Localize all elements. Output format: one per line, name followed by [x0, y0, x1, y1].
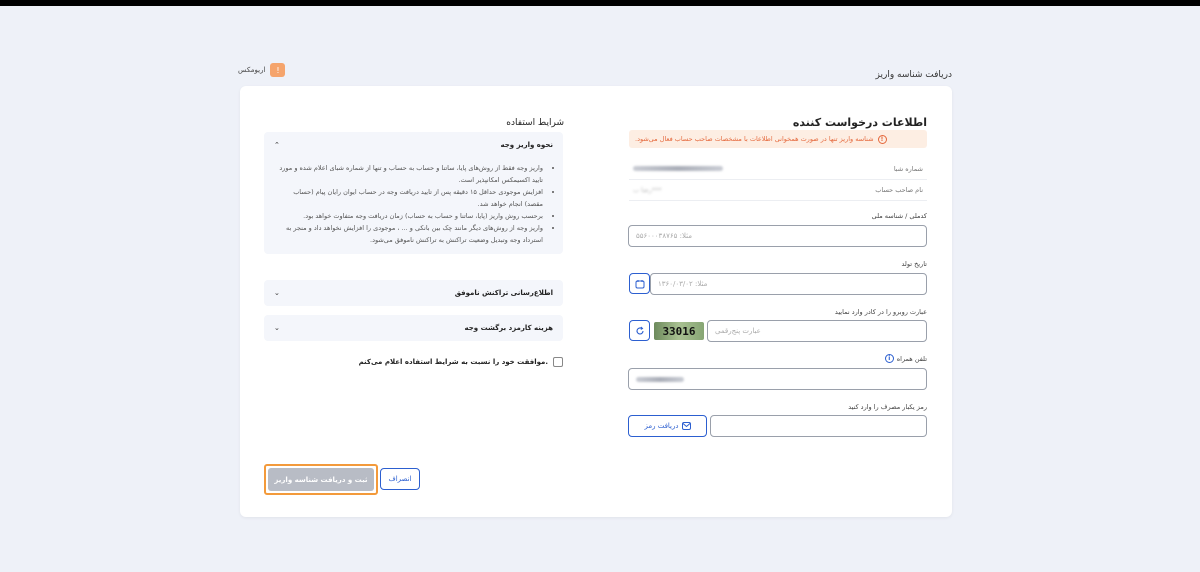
accordion-header[interactable]: [264, 315, 563, 341]
page-title: دریافت شناسه واریز: [875, 70, 952, 80]
phone-label-row: [885, 354, 927, 363]
terms-title: شرایط استفاده: [506, 118, 564, 128]
cancel-button[interactable]: انصراف: [380, 468, 420, 490]
accordion-header[interactable]: [264, 132, 563, 158]
captcha-image: 33016: [654, 322, 704, 340]
phone-input[interactable]: [628, 368, 927, 390]
brand-badge-icon: !: [270, 63, 285, 77]
get-otp-label: دریافت رمز: [644, 422, 679, 430]
info-icon[interactable]: i: [885, 354, 894, 363]
owner-row: [629, 179, 927, 201]
accordion-title: اطلاع‌رسانی تراکنش ناموفق: [454, 289, 553, 297]
warning-text: شناسه واریز تنها در صورت همخوانی اطلاعات با مشخصات صاحب حساب فعال می‌شود.: [635, 135, 874, 143]
list-item: • واریز وجه از روش‌های دیگر مانند چک بین بانکی و ... ، موجودی را افزایش نخواهد داد و منجر به استرداد وجه وتبدیل وضعیت تراکنش به تراکنش ناموفق می‌شود.: [274, 222, 543, 246]
warning-icon: !: [878, 135, 887, 144]
submit-button-focus-ring: [264, 464, 378, 495]
birth-date-label: تاریخ تولد: [901, 260, 927, 268]
sheba-row: [629, 158, 927, 180]
otp-input[interactable]: [710, 415, 927, 437]
agree-checkbox[interactable]: [553, 357, 563, 367]
get-otp-button[interactable]: [628, 415, 707, 437]
accordion-title: نحوه واریز وجه: [500, 141, 553, 149]
agree-row[interactable]: [359, 357, 563, 367]
calendar-button[interactable]: [629, 273, 650, 294]
accordion-failed-transaction[interactable]: [264, 280, 563, 306]
national-id-label: کدملی / شناسه ملی: [871, 212, 927, 220]
otp-label: رمز یکبار مصرف را وارد کنید: [848, 403, 927, 411]
list-item: • واریز وجه فقط از روش‌های پایا، ساتنا و حساب به حساب و تنها از شماره شبای اعلام شده و مورد تایید اکسیمکس امکانپذیر است.: [274, 162, 543, 186]
accordion-title: هزینه کارمزد برگشت وجه: [464, 324, 553, 332]
sheba-value-blurred: [633, 166, 723, 171]
top-black-bar: [0, 0, 1200, 6]
national-id-input[interactable]: [628, 225, 927, 247]
chevron-down-icon: ⌄: [274, 289, 280, 297]
brand-name: اریومکس: [238, 66, 266, 74]
captcha-placeholder: عبارت پنج‌رقمی: [715, 327, 761, 335]
chevron-down-icon: ⌄: [274, 324, 280, 332]
requester-title: اطلاعات درخواست کننده: [792, 116, 927, 129]
accordion-header[interactable]: [264, 280, 563, 306]
owner-label: نام صاحب حساب: [875, 185, 923, 194]
warning-banner: [629, 130, 927, 148]
brand: [238, 63, 285, 77]
phone-label: تلفن همراه: [896, 354, 927, 363]
submit-button[interactable]: ثبت و دریافت شناسه واریز: [268, 468, 374, 491]
captcha-label: عبارت روبرو را در کادر وارد نمایید: [834, 308, 927, 316]
agree-label: موافقت خود را نسبت به شرایط استفاده اعلام می‌کنم.: [358, 358, 548, 366]
birth-date-input[interactable]: [650, 273, 927, 295]
sheba-label: شماره شبا: [893, 164, 923, 173]
chevron-up-icon: ⌃: [274, 141, 280, 149]
accordion-refund-fee[interactable]: [264, 315, 563, 341]
accordion-body: [264, 158, 563, 254]
list-item: • افزایش موجودی حداقل ۱۵ دقیقه پس از تایید دریافت وجه در حساب ایوان رایان پیام (حساب مقصد) انجام خواهد شد.: [274, 186, 543, 210]
calendar-icon: [635, 279, 645, 289]
national-id-placeholder: مثلا: ۵۵۶۰۰۰۳۸۷۶۵: [636, 232, 692, 240]
accordion-deposit-method: [264, 132, 563, 254]
birth-date-placeholder: مثلا: ۱۳۶۰/۰۳/۰۲: [658, 280, 708, 288]
list-item: • برحسب روش واریز (پایا، ساتنا و حساب به حساب) زمان دریافت وجه متفاوت خواهد بود.: [274, 210, 543, 222]
owner-value: رضا ب***: [633, 185, 662, 194]
main-card: [240, 86, 952, 517]
envelope-icon: [682, 422, 691, 430]
refresh-icon: [635, 326, 645, 336]
captcha-input[interactable]: [707, 320, 927, 342]
captcha-refresh-button[interactable]: [629, 320, 650, 341]
phone-value-blurred: [636, 377, 684, 382]
